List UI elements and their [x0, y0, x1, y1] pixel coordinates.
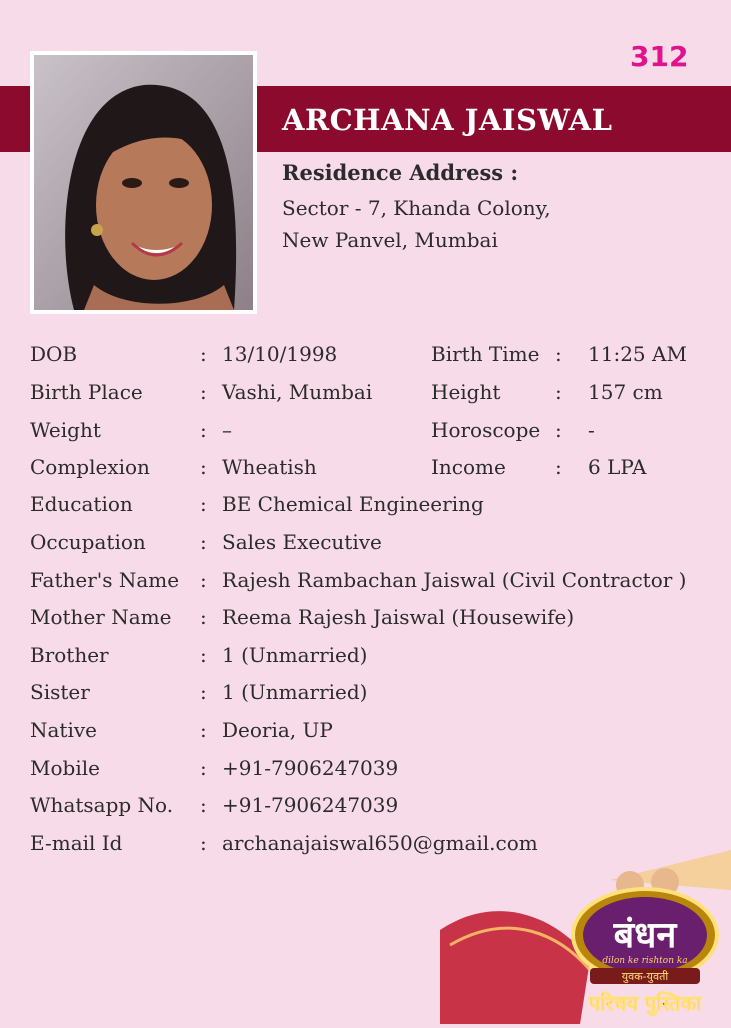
detail-label: Whatsapp No. — [30, 793, 174, 817]
detail-value: 1 (Unmarried) — [222, 643, 368, 667]
detail-value: 157 cm — [588, 380, 663, 404]
detail-separator: : — [200, 643, 207, 667]
detail-value: archanajaiswal650@gmail.com — [222, 831, 538, 855]
detail-row-native — [0, 718, 731, 748]
detail-row-brother — [0, 643, 731, 673]
detail-row-birth-place — [0, 380, 731, 410]
detail-separator: : — [555, 455, 562, 479]
logo-tagline: dilon ke rishton ka — [602, 956, 688, 966]
detail-separator: : — [200, 380, 207, 404]
detail-label: Native — [30, 718, 97, 742]
detail-separator: : — [555, 418, 562, 442]
detail-row-mobile — [0, 756, 731, 786]
detail-value: 13/10/1998 — [222, 342, 338, 366]
address-heading: Residence Address : — [282, 160, 519, 185]
detail-separator: : — [200, 793, 207, 817]
logo-subtitle: युवक-युवती — [621, 970, 669, 983]
detail-label: Weight — [30, 418, 101, 442]
detail-separator: : — [200, 680, 207, 704]
logo-caption: परिचय पुस्तिका — [588, 991, 702, 1015]
detail-value: Deoria, UP — [222, 718, 333, 742]
detail-label: Brother — [30, 643, 109, 667]
detail-row-father-name — [0, 568, 731, 598]
detail-separator: : — [200, 342, 207, 366]
detail-value: - — [588, 418, 595, 442]
detail-label: Complexion — [30, 455, 150, 479]
detail-row-education — [0, 492, 731, 522]
detail-label: Sister — [30, 680, 90, 704]
detail-label: Birth Time — [431, 342, 540, 366]
logo-title: बंधन — [613, 915, 677, 956]
detail-separator: : — [200, 605, 207, 629]
detail-label: Occupation — [30, 530, 146, 554]
detail-separator: : — [200, 568, 207, 592]
detail-row-occupation — [0, 530, 731, 560]
detail-value: Rajesh Rambachan Jaiswal (Civil Contractor ) — [222, 568, 687, 592]
detail-value: – — [222, 418, 232, 442]
detail-separator: : — [555, 380, 562, 404]
detail-value: Wheatish — [222, 455, 317, 479]
detail-separator: : — [200, 418, 207, 442]
detail-separator: : — [200, 492, 207, 516]
detail-value: +91-7906247039 — [222, 793, 399, 817]
detail-value: +91-7906247039 — [222, 756, 399, 780]
detail-label: Height — [431, 380, 501, 404]
detail-separator: : — [200, 530, 207, 554]
profile-number: 312 — [630, 40, 689, 73]
detail-value: Reema Rajesh Jaiswal (Housewife) — [222, 605, 575, 629]
detail-row-weight — [0, 418, 731, 448]
detail-value: BE Chemical Engineering — [222, 492, 484, 516]
detail-label: Mobile — [30, 756, 100, 780]
detail-value: Vashi, Mumbai — [222, 380, 373, 404]
detail-row-whatsapp — [0, 793, 731, 823]
detail-label: DOB — [30, 342, 78, 366]
address-line-1: Sector - 7, Khanda Colony, — [282, 196, 551, 220]
detail-separator: : — [555, 342, 562, 366]
detail-separator: : — [200, 455, 207, 479]
detail-value: 6 LPA — [588, 455, 647, 479]
detail-value: Sales Executive — [222, 530, 382, 554]
detail-value: 1 (Unmarried) — [222, 680, 368, 704]
detail-label: E-mail Id — [30, 831, 123, 855]
detail-row-dob — [0, 342, 731, 372]
detail-row-sister — [0, 680, 731, 710]
detail-label: Mother Name — [30, 605, 172, 629]
address-line-2: New Panvel, Mumbai — [282, 228, 498, 252]
profile-photo — [30, 51, 257, 314]
detail-label: Income — [431, 455, 506, 479]
bandhan-logo — [440, 850, 731, 1024]
detail-row-mother-name — [0, 605, 731, 635]
detail-row-complexion — [0, 455, 731, 485]
detail-label: Birth Place — [30, 380, 143, 404]
detail-label: Father's Name — [30, 568, 180, 592]
profile-name: ARCHANA JAISWAL — [282, 103, 613, 137]
detail-label: Education — [30, 492, 133, 516]
detail-separator: : — [200, 831, 207, 855]
detail-separator: : — [200, 718, 207, 742]
detail-separator: : — [200, 756, 207, 780]
detail-label: Horoscope — [431, 418, 541, 442]
detail-value: 11:25 AM — [588, 342, 687, 366]
